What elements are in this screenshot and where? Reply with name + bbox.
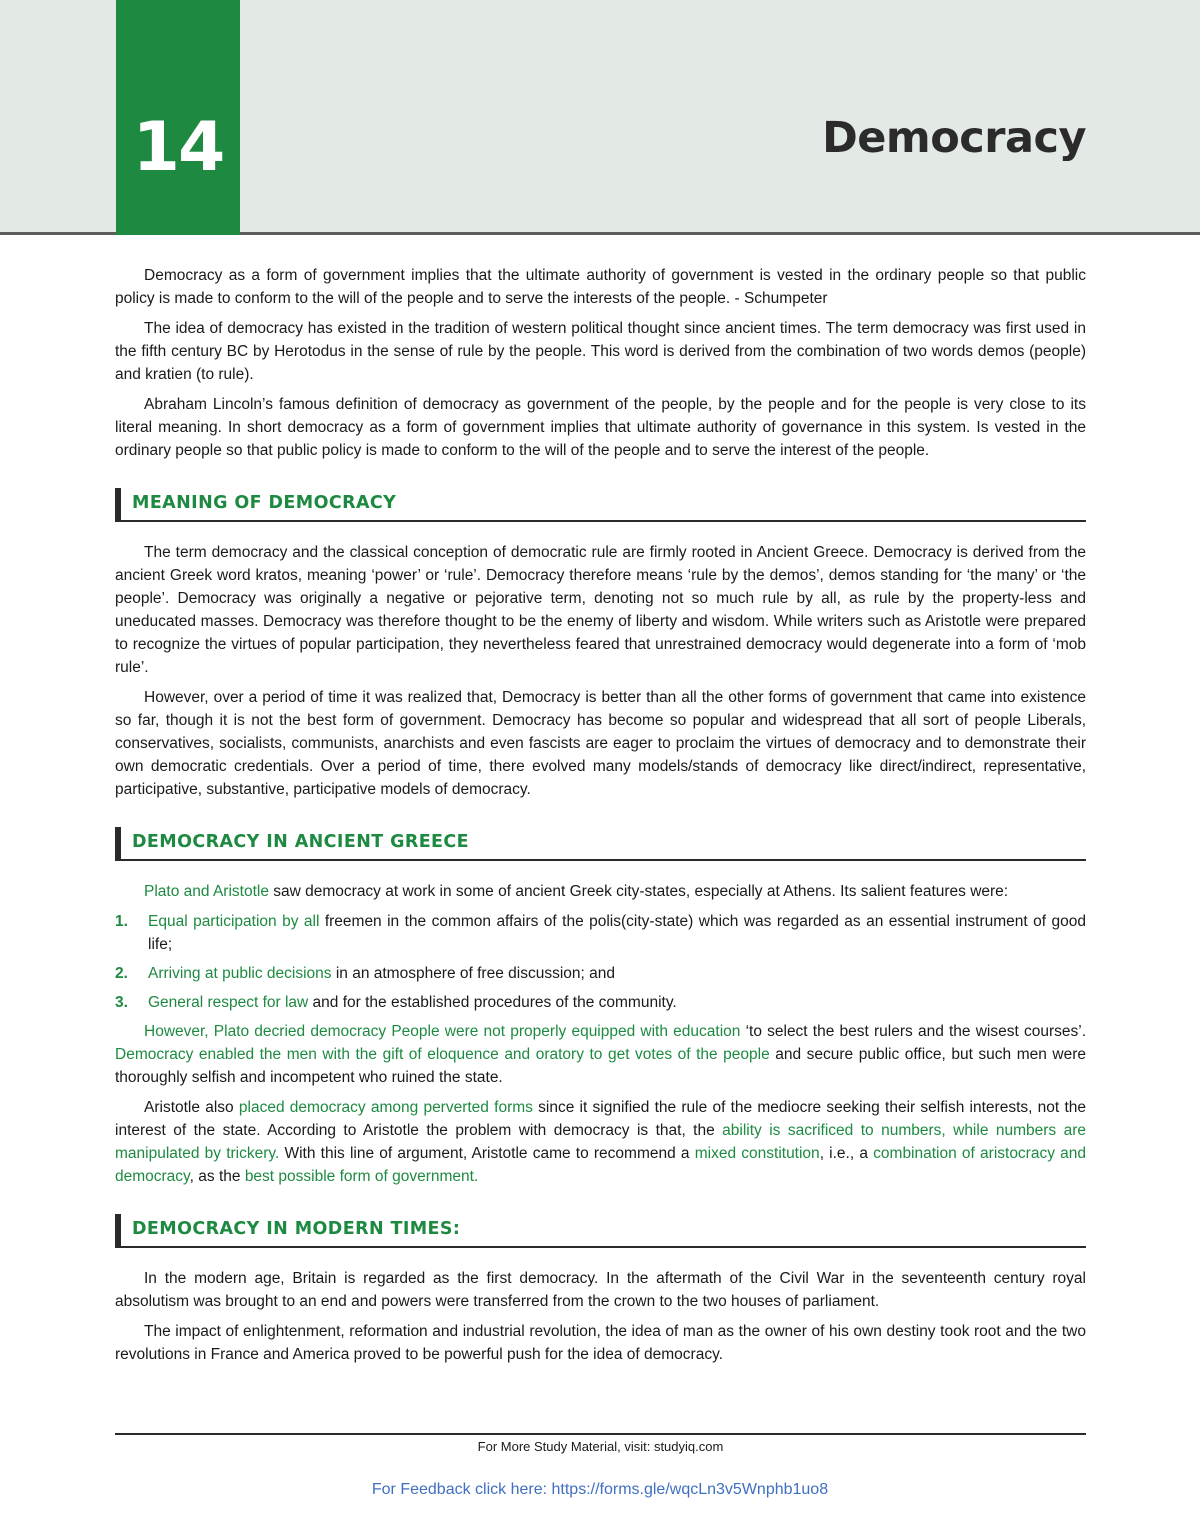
body-text: Aristotle also — [144, 1099, 239, 1116]
body-text: since it signified the rule of the mediocre seeking their selfish interests, not the interest of the state. According to Aristotle the problem with democracy is that, the — [115, 1099, 1086, 1139]
chapter-number-box — [116, 0, 240, 235]
list-number: 1. — [115, 913, 128, 930]
meaning-paragraph-1: The term democracy and the classical conception of democratic rule are firmly rooted in Ancient Greece. Democracy is derived from the ancient Greek word kratos, meaning ‘power’ or ‘rule’. Democracy therefore means ‘rule by the demos’, demos standing for ‘the many’ or ‘the people’. Democracy was originally a negative or pejorative term, denoting not so much rule by all, as rule by the property-less and uneducated masses. Democracy was therefore thought to be the enemy of liberty and wisdom. While writers such as Aristotle were prepared to recognize the virtues of popular participation, they nevertheless feared that unrestrained democracy would degenerate into a form of ‘mob rule’. — [115, 544, 1086, 676]
highlight-text: Equal participation by all — [148, 913, 320, 930]
body-text: With this line of argument, Aristotle came to recommend a — [279, 1145, 695, 1162]
body-text: freemen in the common affairs of the polis(city-state) which was regarded as an essential instrument of good life; — [148, 913, 1086, 953]
features-list — [115, 910, 1086, 1014]
highlight-text: placed democracy among perverted forms — [238, 1099, 533, 1116]
body-text: , i.e., a — [819, 1145, 874, 1162]
section-marker-bar — [115, 1214, 121, 1246]
section-title: DEMOCRACY IN ANCIENT GREECE — [132, 832, 470, 852]
body-text: in an atmosphere of free discussion; and — [331, 965, 615, 982]
modern-paragraph-1: In the modern age, Britain is regarded as the first democracy. In the aftermath of the Civil War in the seventeenth century royal absolutism was brought to an end and powers were transferred from the crown to the two houses of parliament. — [115, 1270, 1086, 1310]
meaning-paragraph-2: However, over a period of time it was realized that, Democracy is better than all the other forms of government that came into existence so far, though it is not the best form of government. Democracy has become so popular and widespread that all sort of people Liberals, conservatives, socialists, communists, anarchists and even fascists are eager to proclaim the virtues of democracy and to demonstrate their own democratic credentials. Over a period of time, there evolved many models/stands of democracy like direct/indirect, representative, participative, substantive, participative models of democracy. — [115, 689, 1086, 798]
list-item — [115, 910, 1086, 956]
section-marker-bar — [115, 827, 121, 859]
highlight-text: ability is sacrificed to numbers, while numbers are manipulated by trickery. — [115, 1122, 1087, 1162]
highlight-text: However, Plato decried democracy People were not properly equipped with education — [144, 1023, 741, 1040]
intro-paragraph-2: The idea of democracy has existed in the tradition of western political thought since ancient times. The term democracy was first used in the fifth century BC by Herotodus in the sense of rule by the people. This word is derived from the combination of two words demos (people) and kratien (to rule). — [115, 320, 1086, 383]
highlight-text: combination of aristocracy and democracy — [115, 1145, 1087, 1185]
body-text: and secure public office, but such men were thoroughly selfish and incompetent who ruined the state. — [115, 1046, 1086, 1086]
section-marker-bar — [115, 488, 121, 520]
intro-paragraph-3: Abraham Lincoln’s famous definition of democracy as government of the people, by the people and for the people is very close to its literal meaning. In short democracy as a form of government implies that ultimate authority of governance in this system. Is vested in the ordinary people so that public policy is made to conform to the will of the people and to serve the interest of the people. — [115, 396, 1086, 459]
list-number: 3. — [115, 994, 128, 1011]
list-item — [115, 962, 1086, 985]
list-number: 2. — [115, 965, 128, 982]
body-text: and for the established procedures of the community. — [308, 994, 677, 1011]
body-text: ‘to select the best rulers and the wisest courses’. — [740, 1023, 1086, 1040]
body-text: saw democracy at work in some of ancient Greek city-states, especially at Athens. Its salient features were: — [268, 883, 1009, 900]
feedback-link[interactable]: For Feedback click here: https://forms.gle/wqcLn3v5Wnphb1uo8 — [371, 1481, 829, 1498]
section-title: DEMOCRACY IN MODERN TIMES: — [132, 1219, 461, 1239]
modern-paragraph-2: The impact of enlightenment, reformation and industrial revolution, the idea of man as the owner of his own destiny took root and the two revolutions in France and America proved to be powerful push for the idea of democracy. — [115, 1323, 1086, 1363]
highlight-text: mixed constitution — [694, 1145, 820, 1162]
highlight-text: Arriving at public decisions — [148, 965, 332, 982]
highlight-text: best possible form of government. — [244, 1168, 479, 1185]
list-item — [115, 991, 1086, 1014]
aristotle-paragraph — [115, 1096, 1086, 1188]
chapter-number: 14 — [132, 108, 224, 187]
section-title: MEANING OF DEMOCRACY — [132, 493, 397, 513]
footer-divider — [115, 1433, 1086, 1435]
chapter-header — [0, 0, 1200, 235]
chapter-title: Democracy — [822, 113, 1086, 163]
section-heading-meaning — [115, 488, 1086, 522]
footer-text: For More Study Material, visit: studyiq.com — [477, 1439, 724, 1454]
greece-intro-paragraph — [115, 880, 1086, 903]
highlight-text: General respect for law — [148, 994, 309, 1011]
plato-paragraph — [115, 1020, 1086, 1089]
highlight-text: Plato and Aristotle — [144, 883, 269, 900]
highlight-text: Democracy enabled the men with the gift of eloquence and oratory to get votes of the people — [115, 1046, 770, 1063]
section-heading-greece — [115, 827, 1086, 861]
page-content — [115, 264, 1086, 1373]
body-text: , as the — [189, 1168, 245, 1185]
intro-paragraph-1: Democracy as a form of government implies that the ultimate authority of government is vested in the ordinary people so that public policy is made to conform to the will of the people and to serve the interests of the people. - Schumpeter — [115, 267, 1086, 307]
section-heading-modern — [115, 1214, 1086, 1248]
